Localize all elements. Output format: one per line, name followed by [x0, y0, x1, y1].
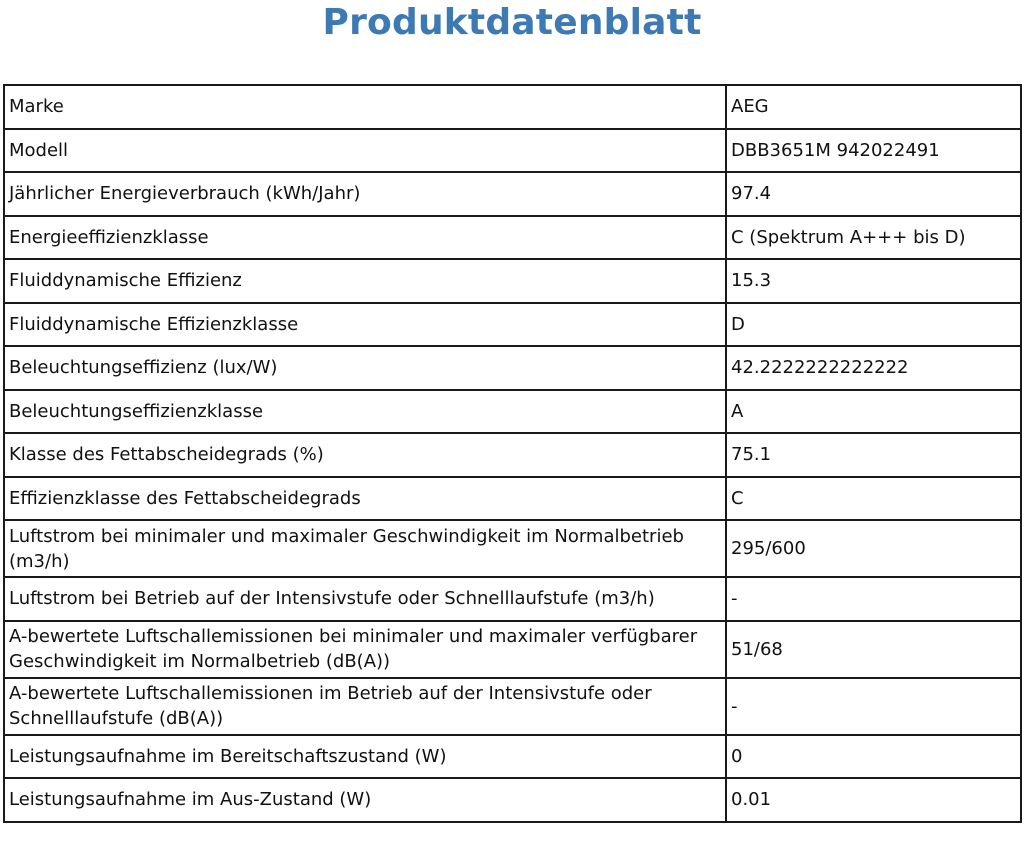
row-value: 42.2222222222222	[726, 346, 1021, 390]
row-label: Jährlicher Energieverbrauch (kWh/Jahr)	[4, 172, 726, 216]
row-label: Fluiddynamische Effizienzklasse	[4, 303, 726, 347]
row-value: 295/600	[726, 520, 1021, 577]
table-row-airflow-normal	[4, 520, 1021, 577]
row-value: 0.01	[726, 778, 1021, 822]
row-label: Leistungsaufnahme im Bereitschaftszustand (W)	[4, 735, 726, 779]
row-value: 0	[726, 735, 1021, 779]
row-label: Effizienzklasse des Fettabscheidegrads	[4, 477, 726, 521]
table-row-energy-class	[4, 216, 1021, 260]
row-label: Klasse des Fettabscheidegrads (%)	[4, 433, 726, 477]
row-value: DBB3651M 942022491	[726, 129, 1021, 173]
row-value: C (Spektrum A+++ bis D)	[726, 216, 1021, 260]
row-value: 15.3	[726, 259, 1021, 303]
row-label: Energieeffizienzklasse	[4, 216, 726, 260]
product-data-table-body	[4, 85, 1021, 822]
row-value: 75.1	[726, 433, 1021, 477]
table-row-grease-filtering	[4, 433, 1021, 477]
table-row-airflow-boost	[4, 577, 1021, 621]
row-label: Beleuchtungseffizienz (lux/W)	[4, 346, 726, 390]
page-title: Produktdatenblatt	[322, 2, 702, 43]
table-row-lighting-efficiency	[4, 346, 1021, 390]
row-label: Luftstrom bei Betrieb auf der Intensivstufe oder Schnelllaufstufe (m3/h)	[4, 577, 726, 621]
row-label: Beleuchtungseffizienzklasse	[4, 390, 726, 434]
table-row-noise-normal	[4, 621, 1021, 678]
table-row-fluid-efficiency-class	[4, 303, 1021, 347]
row-label: A-bewertete Luftschallemissionen bei minimaler und maximaler verfügbarer Geschwindigkeit im Normalbetrieb (dB(A))	[4, 621, 726, 678]
table-row-model	[4, 129, 1021, 173]
row-label: Modell	[4, 129, 726, 173]
table-row-lighting-efficiency-class	[4, 390, 1021, 434]
row-value: A	[726, 390, 1021, 434]
row-label: Leistungsaufnahme im Aus-Zustand (W)	[4, 778, 726, 822]
table-row-off-power	[4, 778, 1021, 822]
row-value: 97.4	[726, 172, 1021, 216]
row-value: D	[726, 303, 1021, 347]
row-label: Luftstrom bei minimaler und maximaler Geschwindigkeit im Normalbetrieb (m3/h)	[4, 520, 726, 577]
row-value: C	[726, 477, 1021, 521]
row-value: -	[726, 577, 1021, 621]
row-label: Marke	[4, 85, 726, 129]
table-row-brand	[4, 85, 1021, 129]
table-row-grease-filtering-class	[4, 477, 1021, 521]
table-row-standby-power	[4, 735, 1021, 779]
row-value: AEG	[726, 85, 1021, 129]
row-value: -	[726, 678, 1021, 735]
row-label: Fluiddynamische Effizienz	[4, 259, 726, 303]
table-row-noise-boost	[4, 678, 1021, 735]
product-data-table	[3, 84, 1022, 823]
table-row-fluid-efficiency	[4, 259, 1021, 303]
row-label: A-bewertete Luftschallemissionen im Betrieb auf der Intensivstufe oder Schnelllaufstufe (dB(A))	[4, 678, 726, 735]
table-row-annual-energy	[4, 172, 1021, 216]
row-value: 51/68	[726, 621, 1021, 678]
